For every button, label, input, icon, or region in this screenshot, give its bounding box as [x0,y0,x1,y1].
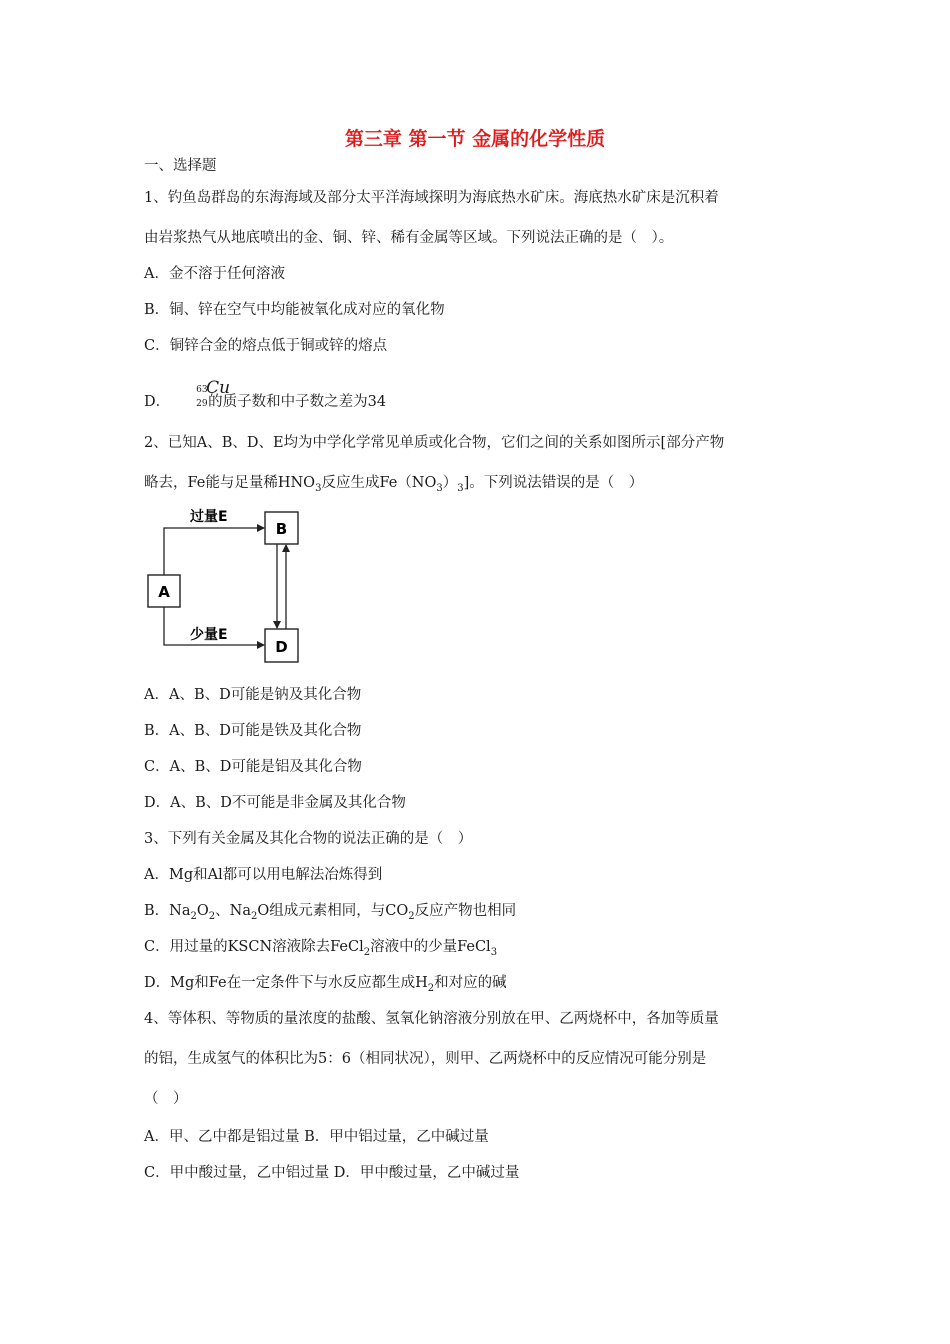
subscript: 2 [250,911,258,922]
document-title: 第三章 第一节 金属的化学性质 [344,128,606,150]
section-heading: 一、选择题 [144,158,217,174]
q4-stem-line2: 的铝，生成氢气的体积比为5：6（相同状况），则甲、乙两烧杯中的反应情况可能分别是 [144,1051,707,1067]
q3-option-c-text: C．用过量的KSCN溶液除去FeCl [144,939,364,955]
q3-option-b-text: O组成元素相同，与CO [257,903,409,919]
q4-stem-line1: 4、等体积、等物质的量浓度的盐酸、氢氧化钠溶液分别放在甲、乙两烧杯中，各加等质量 [144,1011,719,1027]
arrow-a-to-b [164,528,264,575]
q3-option-b-text: B．Na [144,903,191,919]
subscript: 2 [427,983,435,994]
diagram-label-small-e: 少量E [190,627,228,643]
q1-option-a: A．金不溶于任何溶液 [144,266,285,282]
reaction-diagram [144,500,314,668]
q2-option-d: D．A、B、D不可能是非金属及其化合物 [144,795,406,811]
q3-option-b [144,901,516,923]
diagram-label-b: B [275,520,288,538]
q1-option-d-text: 的质子数和中子数之差为34 [208,394,387,410]
subscript: 2 [408,911,415,922]
subscript: 2 [363,947,371,958]
q4-stem-line3: （ ） [144,1091,188,1107]
q4-options-cd: C．甲中酸过量，乙中铝过量 D．甲中酸过量，乙中碱过量 [144,1165,520,1181]
q3-option-b-text: 、Na [215,903,251,919]
diagram-label-a: A [158,583,170,601]
q3-option-d-text: D．Mg和Fe在一定条件下与水反应都生成H [144,975,428,991]
q1-option-b: B．铜、锌在空气中均能被氧化成对应的氧化物 [144,302,445,318]
q2-option-b: B．A、B、D可能是铁及其化合物 [144,723,362,739]
q2-stem-text-a: 略去，Fe能与足量稀HNO [144,475,316,491]
subscript: 3 [457,483,464,494]
q3-option-d-text: 和对应的碱 [434,975,507,991]
q2-option-c: C．A、B、D可能是铝及其化合物 [144,759,362,775]
q1-stem-line2: 由岩浆热气从地底喷出的金、铜、锌、稀有金属等区域。下列说法正确的是（ ）。 [144,230,674,246]
q2-option-a: A．A、B、D可能是钠及其化合物 [144,687,362,703]
diagram-label-d: D [275,638,288,656]
q4-options-ab: A．甲、乙中都是铝过量 B．甲中铝过量，乙中碱过量 [144,1129,489,1145]
q1-option-d [144,378,387,412]
q3-stem: 3、下列有关金属及其化合物的说法正确的是（ ） [144,831,473,847]
nuclide-symbol: Cu [206,378,231,398]
q3-option-c [144,937,497,959]
q2-stem-line1: 2、已知A、B、D、E均为中学化学常见单质或化合物，它们之间的关系如图所示[部分产物 [144,435,725,451]
q3-option-b-text: O [196,903,209,919]
diagram-label-excess-e: 过量E [190,509,228,525]
subscript: 3 [436,483,443,494]
q1-option-c: C．铜锌合金的熔点低于铜或锌的熔点 [144,338,388,354]
nuclide-mass-number: 63 [196,385,208,395]
q3-option-a: A．Mg和Al都可以用电解法冶炼得到 [144,867,383,883]
nuclide-atomic-number: 29 [196,399,208,409]
q2-stem-text-c: ） [442,475,458,491]
q1-option-d-prefix: D． [144,394,171,410]
copper-nuclide [170,378,231,412]
q3-option-b-text: 反应产物也相同 [414,903,517,919]
q2-stem-text-d: ]。下列说法错误的是（ ） [463,475,644,491]
q3-option-d [144,973,507,995]
q3-option-c-text: 溶液中的少量FeCl [370,939,491,955]
subscript: 2 [208,911,216,922]
subscript: 3 [490,947,498,958]
q2-stem-text-b: 反应生成Fe（NO [321,475,437,491]
q1-stem-line1: 1、钓鱼岛群岛的东海海域及部分太平洋海域探明为海底热水矿床。海底热水矿床是沉积着 [144,190,719,206]
subscript: 2 [190,911,197,922]
subscript: 3 [315,483,322,494]
q2-stem-line2 [144,473,643,495]
